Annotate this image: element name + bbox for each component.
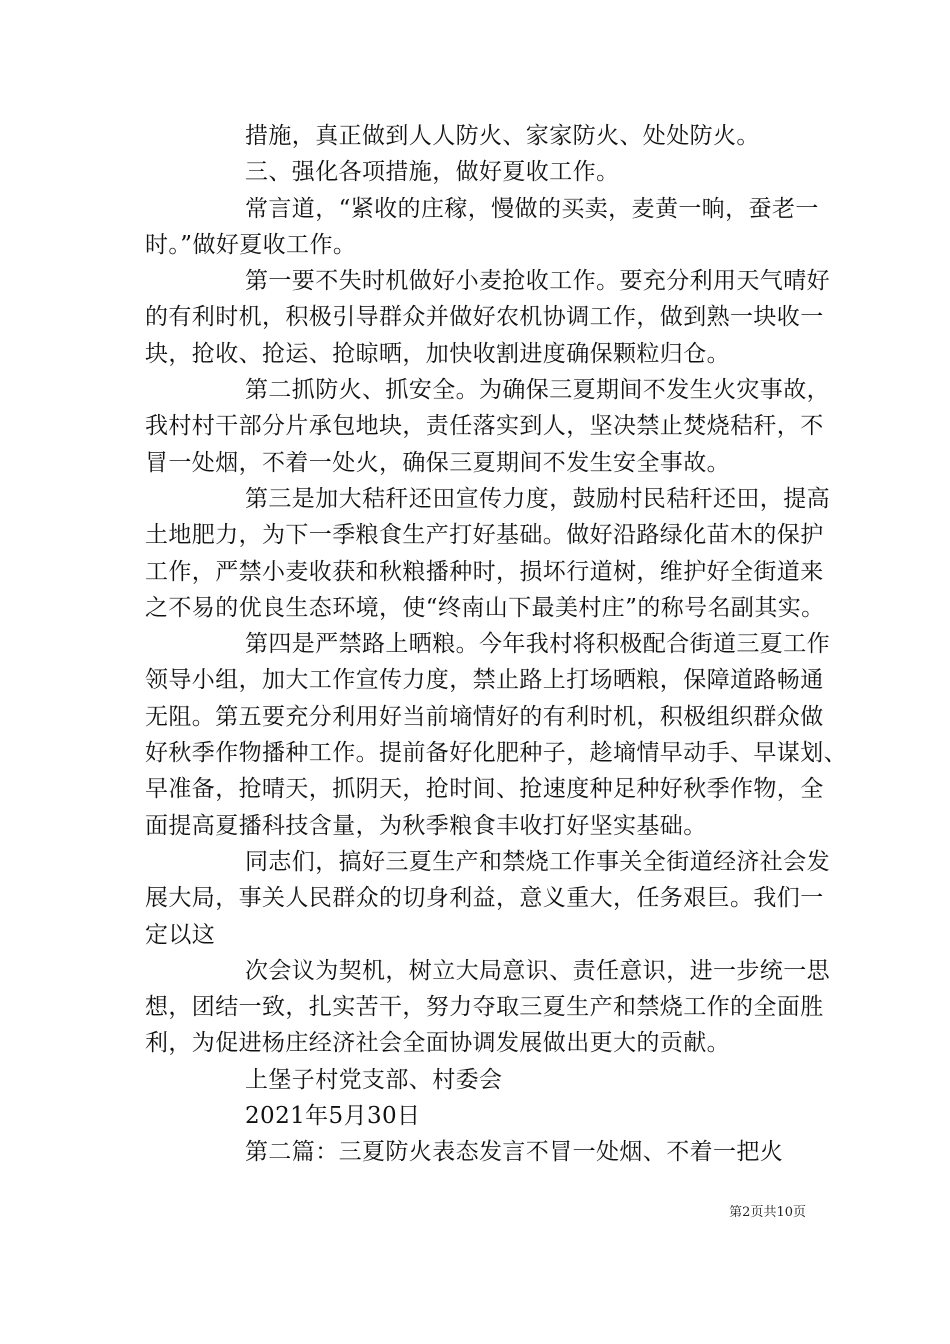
text-line: 冒一处烟，不着一处火，确保三夏期间不发生安全事故。: [145, 449, 730, 476]
text-line: 定以这: [145, 921, 216, 948]
text-line: 同志们，搞好三夏生产和禁烧工作事关全街道经济社会发: [245, 848, 830, 875]
text-line: 的有利时机，积极引导群众并做好农机协调工作，做到熟一块收一: [145, 304, 824, 331]
text-line: 领导小组，加大工作宣传力度，禁止路上打场晒粮，保障道路畅通: [145, 667, 824, 694]
chapter-heading: 第二篇：三夏防火表态发言不冒一处烟、不着一把火: [245, 1139, 784, 1166]
section-heading: 三、强化各项措施，做好夏收工作。: [245, 159, 620, 186]
text-line: 土地肥力，为下一季粮食生产打好基础。做好沿路绿化苗木的保护: [145, 522, 824, 549]
text-line: 次会议为契机，树立大局意识、责任意识，进一步统一思: [245, 957, 830, 984]
signature-organization: 上堡子村党支部、村委会: [245, 1066, 503, 1093]
text-line: 好秋季作物播种工作。提前备好化肥种子，趁墒情早动手、早谋划、: [145, 740, 847, 767]
text-line: 常言道，“紧收的庄稼，慢做的买卖，麦黄一晌，蚕老一: [245, 195, 819, 222]
text-line: 想，团结一致，扎实苦干，努力夺取三夏生产和禁烧工作的全面胜: [145, 994, 824, 1021]
text-line: 措施，真正做到人人防火、家家防火、处处防火。: [245, 123, 760, 149]
text-line: 时。”做好夏收工作。: [145, 231, 357, 258]
text-line: 第四是严禁路上晒粮。今年我村将积极配合街道三夏工作: [245, 631, 830, 658]
text-line: 我村村干部分片承包地块，责任落实到人，坚决禁止焚烧秸秆，不: [145, 413, 824, 440]
text-line: 之不易的优良生态环境，使“终南山下最美村庄”的称号名副其实。: [145, 594, 825, 621]
signature-date: 2021年5月30日: [245, 1103, 421, 1130]
text-line: 无阻。第五要充分利用好当前墒情好的有利时机，积极组织群众做: [145, 703, 824, 730]
text-line: 利，为促进杨庄经济社会全面协调发展做出更大的贡献。: [145, 1030, 730, 1057]
text-line: 早准备，抢晴天，抓阴天，抢时间、抢速度种足种好秋季作物，全: [145, 776, 824, 803]
text-line: 块，抢收、抢运、抢晾晒，加快收割进度确保颗粒归仓。: [145, 340, 730, 367]
text-line: 第二抓防火、抓安全。为确保三夏期间不发生火灾事故，: [245, 377, 830, 404]
text-line: 第三是加大秸秆还田宣传力度，鼓励村民秸秆还田，提高: [245, 485, 830, 512]
text-line: 面提高夏播科技含量，为秋季粮食丰收打好坚实基础。: [145, 812, 707, 839]
text-line: 工作，严禁小麦收获和秋粮播种时，损坏行道树，维护好全街道来: [145, 558, 824, 585]
page-number: 第2页共10页: [729, 1205, 806, 1220]
text-line: 第一要不失时机做好小麦抢收工作。要充分利用天气晴好: [245, 268, 830, 295]
text-line: 展大局，事关人民群众的切身利益，意义重大，任务艰巨。我们一: [145, 885, 824, 912]
document-body: [145, 118, 847, 1171]
